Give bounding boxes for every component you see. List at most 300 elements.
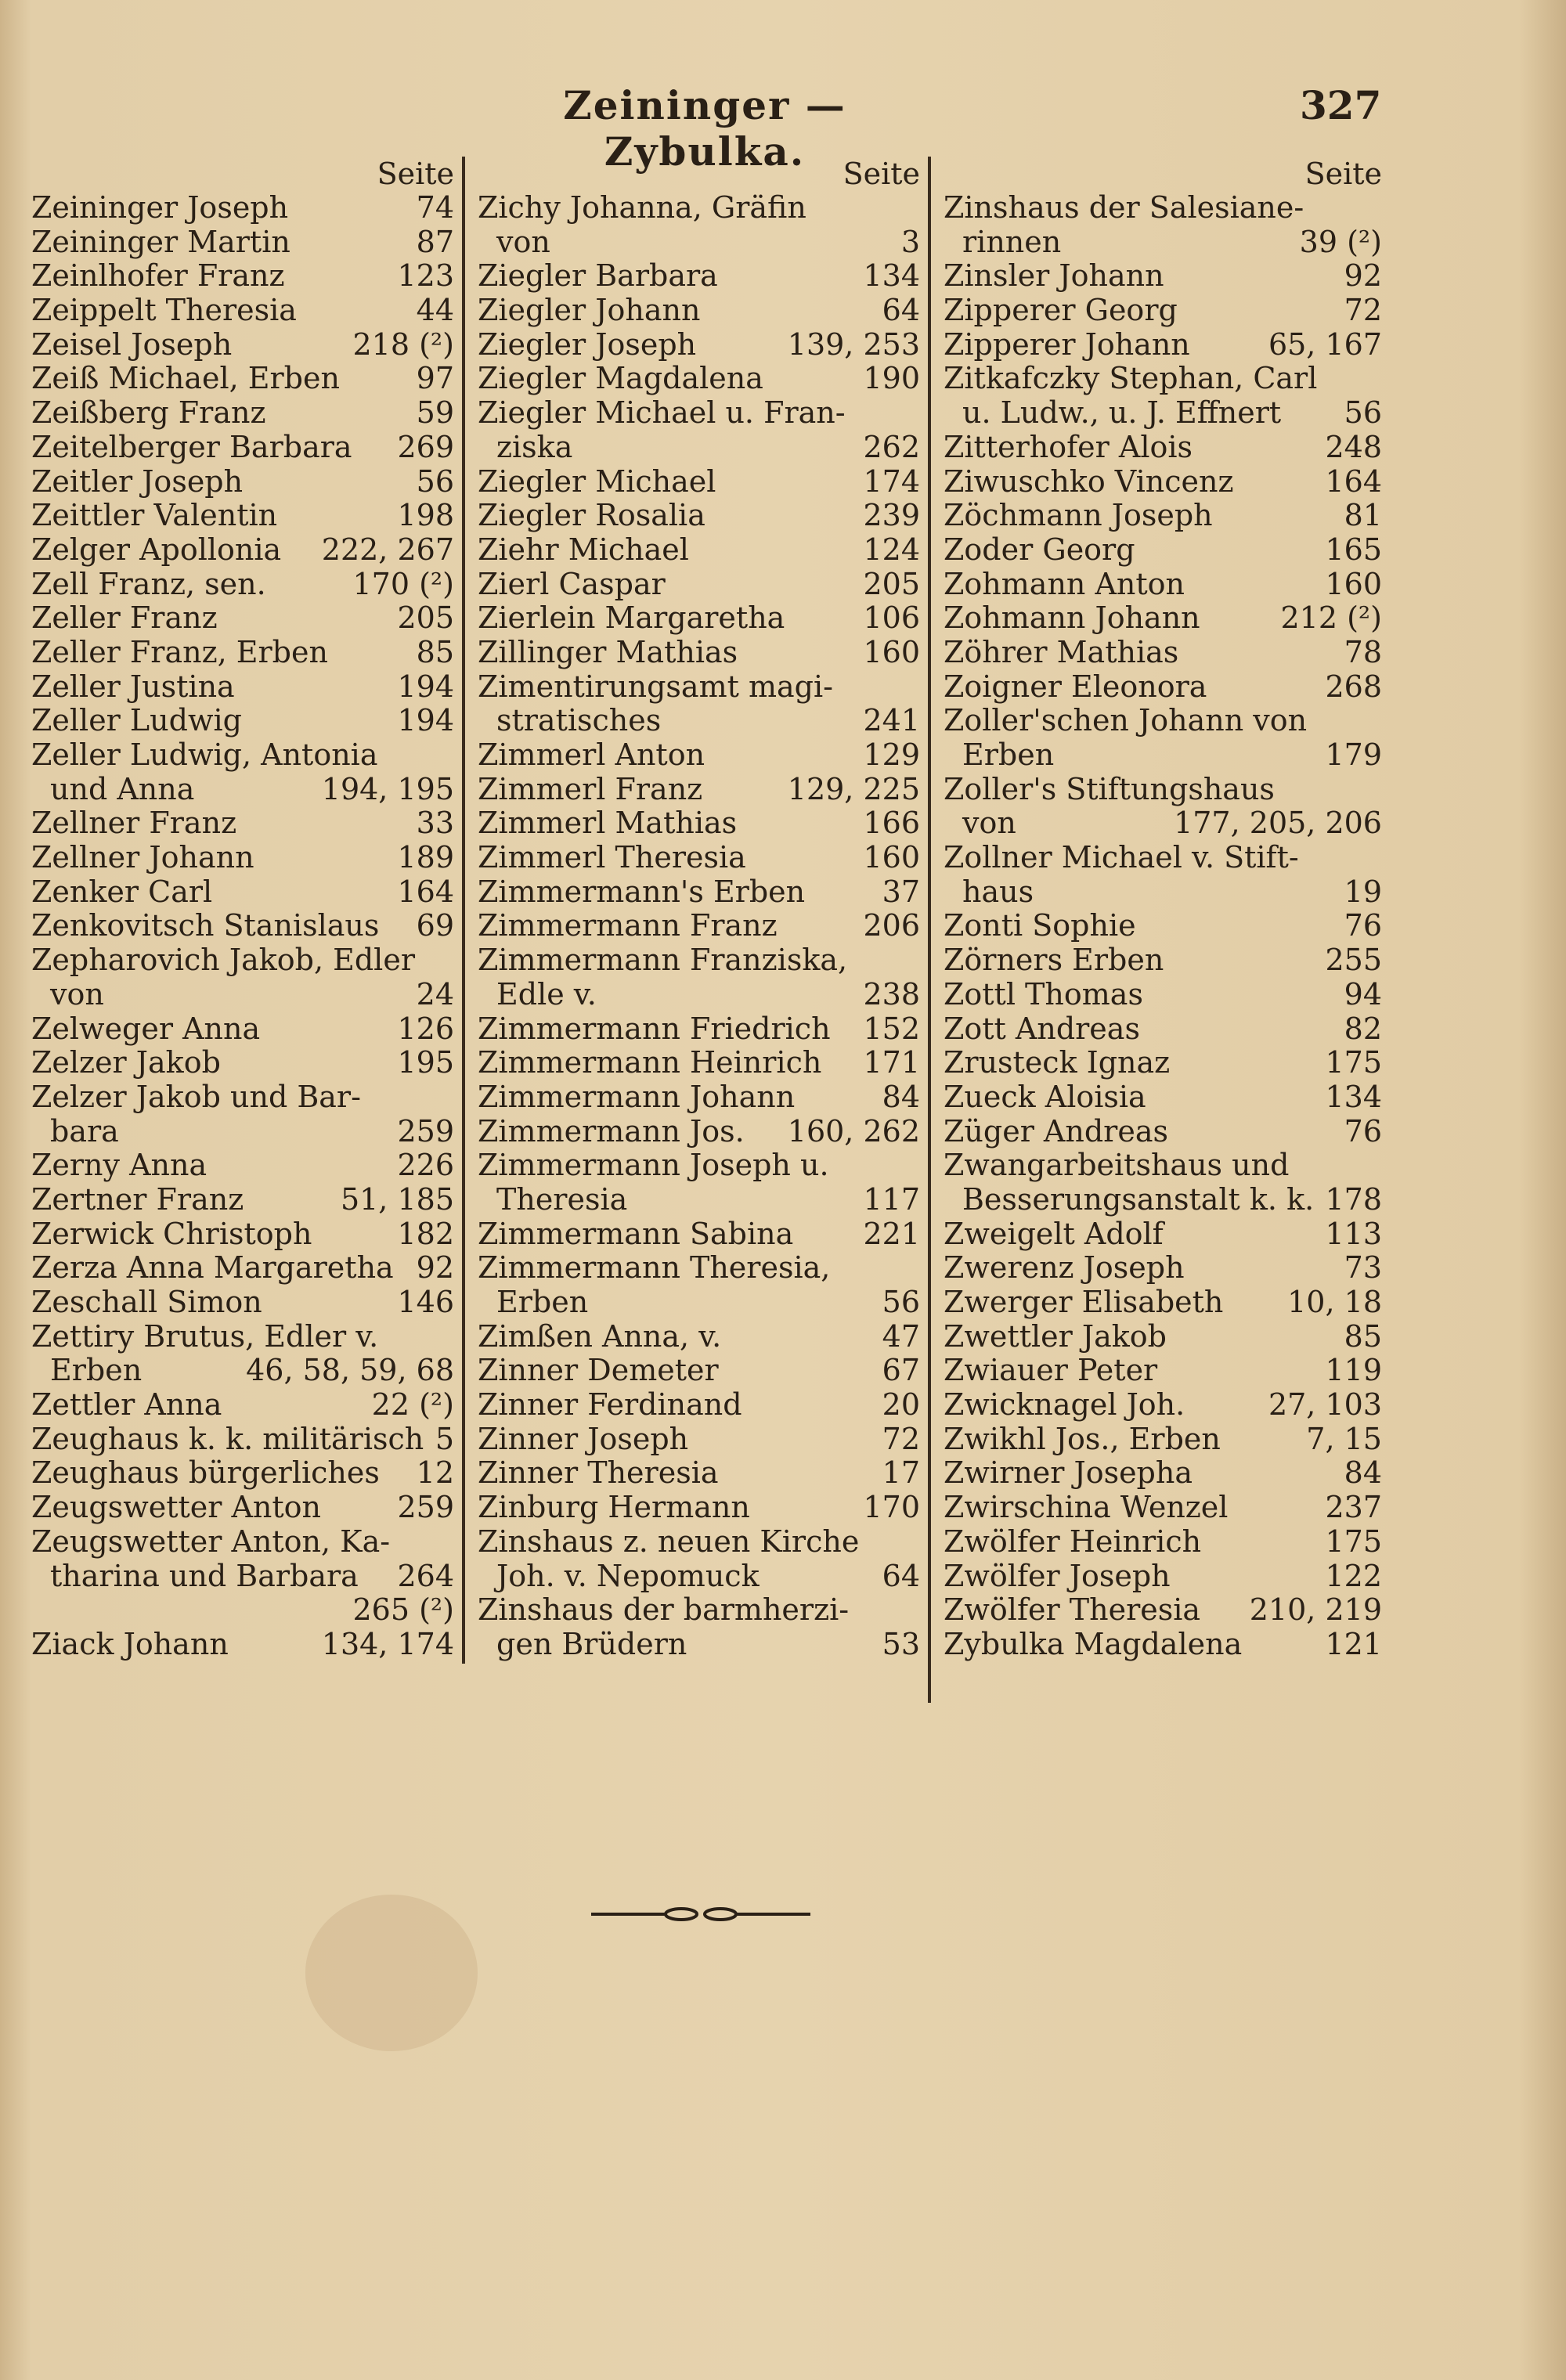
index-entry xyxy=(944,191,1382,225)
index-entry xyxy=(944,465,1382,499)
index-entry xyxy=(31,601,454,636)
index-entry xyxy=(478,1046,920,1080)
entry-name: Ziegler Rosalia xyxy=(478,498,705,533)
entry-pages: 170 (²) xyxy=(352,566,454,601)
index-entry xyxy=(478,396,920,431)
index-entry xyxy=(478,328,920,362)
entry-name: Zinner Ferdinand xyxy=(478,1387,742,1423)
index-entry xyxy=(944,1491,1382,1525)
entry-pages: 73 xyxy=(1344,1250,1382,1286)
index-entry xyxy=(478,841,920,875)
entry-pages: 264 xyxy=(397,1558,454,1593)
index-entry xyxy=(31,738,454,773)
entry-name: Zwölfer Heinrich xyxy=(944,1524,1202,1559)
seite-label: Seite xyxy=(377,157,454,191)
entry-pages: 164 xyxy=(397,874,454,909)
entry-name: Zerza Anna Margaretha xyxy=(31,1250,394,1286)
entry-name: Zott Andreas xyxy=(944,1011,1140,1046)
entry-name: Zeittler Valentin xyxy=(31,498,278,533)
index-entry xyxy=(944,1388,1382,1423)
entry-pages: 64 xyxy=(882,1558,920,1593)
seite-label: Seite xyxy=(843,157,920,191)
entry-pages: 85 xyxy=(1344,1318,1382,1354)
entry-pages: 175 xyxy=(1325,1524,1382,1559)
index-entry xyxy=(31,1286,454,1320)
entry-name: Zeschall Simon xyxy=(31,1285,262,1319)
entry-name: Zwangarbeitshaus und xyxy=(944,1148,1290,1183)
index-entry xyxy=(31,704,454,738)
entry-name: Zoller's Stiftungshaus xyxy=(944,771,1275,806)
entry-name: Zörners Erben xyxy=(944,943,1164,978)
index-entry xyxy=(944,1217,1382,1252)
index-entry xyxy=(478,943,920,978)
entry-name: Zimentirungsamt magi- xyxy=(478,669,833,704)
ornament-divider xyxy=(591,1902,810,1926)
entry-name: Zitterhofer Alois xyxy=(944,429,1193,464)
index-entry xyxy=(478,225,920,260)
entry-pages: 92 xyxy=(416,1250,454,1286)
entry-pages: 265 (²) xyxy=(352,1592,454,1628)
index-entry xyxy=(478,1388,920,1423)
index-entry xyxy=(944,841,1382,875)
index-entry xyxy=(31,841,454,875)
entry-pages: 67 xyxy=(882,1353,920,1388)
index-entry xyxy=(31,1149,454,1183)
entry-pages: 171 xyxy=(863,1045,920,1080)
entry-name: Zwiauer Peter xyxy=(944,1353,1158,1388)
entry-name: Zeitler Joseph xyxy=(31,463,244,499)
entry-pages: 56 xyxy=(1344,395,1382,431)
index-entry xyxy=(944,636,1382,670)
entry-pages: 248 xyxy=(1325,429,1382,464)
entry-name: Zueck Aloisia xyxy=(944,1079,1146,1114)
entry-name: Zimmermann Franz xyxy=(478,908,778,943)
entry-name: Zinshaus der Salesiane- xyxy=(944,190,1304,225)
entry-name: Zwirner Josepha xyxy=(944,1455,1193,1491)
index-entry xyxy=(944,1080,1382,1115)
entry-name: Zeller Ludwig, Antonia xyxy=(31,737,378,772)
index-entry xyxy=(31,259,454,294)
entry-name: Zeller Franz, Erben xyxy=(31,634,328,669)
entry-name: Edle v. xyxy=(496,976,597,1012)
entry-name: Zeugswetter Anton, Ka- xyxy=(31,1524,391,1559)
entry-name: haus xyxy=(962,874,1034,909)
index-entry xyxy=(478,191,920,225)
entry-pages: 44 xyxy=(416,293,454,328)
index-entry xyxy=(944,1354,1382,1388)
index-entry xyxy=(944,601,1382,636)
entry-pages: 78 xyxy=(1344,634,1382,669)
entry-name: Zettiry Brutus, Edler v. xyxy=(31,1318,379,1354)
index-entry xyxy=(944,1183,1382,1217)
index-entry xyxy=(31,1388,454,1423)
index-entry xyxy=(478,1456,920,1491)
entry-pages: 94 xyxy=(1344,976,1382,1012)
entry-pages: 166 xyxy=(863,806,920,841)
index-entry xyxy=(31,568,454,602)
entry-pages: 33 xyxy=(416,806,454,841)
entry-pages: 146 xyxy=(397,1285,454,1319)
entry-name: Joh. v. Nepomuck xyxy=(496,1558,760,1593)
index-entry xyxy=(944,533,1382,568)
index-entry xyxy=(944,943,1382,978)
entry-name: Zwicknagel Joh. xyxy=(944,1387,1185,1423)
index-entry xyxy=(478,431,920,465)
entry-pages: 46, 58, 59, 68 xyxy=(246,1353,454,1388)
entry-pages: 218 (²) xyxy=(352,326,454,362)
entry-pages: 113 xyxy=(1325,1216,1382,1251)
entry-name: Zeughaus k. k. militärisch xyxy=(31,1421,424,1456)
index-entry xyxy=(944,1320,1382,1354)
entry-pages: 165 xyxy=(1325,532,1382,567)
entry-name: rinnen xyxy=(962,224,1062,259)
index-entry xyxy=(478,636,920,670)
entry-pages: 65, 167 xyxy=(1268,326,1382,362)
entry-pages: 56 xyxy=(416,463,454,499)
entry-pages: 124 xyxy=(863,532,920,567)
entry-pages: 76 xyxy=(1344,1113,1382,1149)
index-entry xyxy=(478,1183,920,1217)
entry-pages: 205 xyxy=(863,566,920,601)
entry-pages: 72 xyxy=(1344,293,1382,328)
index-entry xyxy=(31,1423,454,1457)
index-entry xyxy=(31,1012,454,1047)
index-entry xyxy=(478,362,920,396)
index-entry xyxy=(478,1423,920,1457)
index-entry xyxy=(31,875,454,910)
entry-name: Zweigelt Adolf xyxy=(944,1216,1164,1251)
entry-name: Besserungsanstalt k. k. xyxy=(962,1181,1315,1217)
entry-pages: 87 xyxy=(416,224,454,259)
entry-pages: 160 xyxy=(1325,566,1382,601)
index-entry xyxy=(31,773,454,807)
index-entry xyxy=(478,1560,920,1594)
entry-name: Zeitelberger Barbara xyxy=(31,429,352,464)
entry-pages: 10, 18 xyxy=(1287,1285,1382,1319)
index-entry xyxy=(31,1628,454,1662)
index-entry xyxy=(478,1320,920,1354)
index-entry xyxy=(478,465,920,499)
entry-name: Zimmermann Friedrich xyxy=(478,1011,831,1046)
entry-pages: 212 (²) xyxy=(1280,600,1382,636)
index-entry xyxy=(31,465,454,499)
index-entry xyxy=(31,1491,454,1525)
entry-pages: 19 xyxy=(1344,874,1382,909)
entry-name: Zinner Joseph xyxy=(478,1421,689,1456)
index-entry xyxy=(478,1286,920,1320)
index-entry xyxy=(944,294,1382,328)
entry-name: Zenker Carl xyxy=(31,874,213,909)
index-entry xyxy=(478,978,920,1012)
entry-pages: 255 xyxy=(1325,943,1382,978)
index-entry xyxy=(31,1183,454,1217)
index-entry xyxy=(944,362,1382,396)
index-entry xyxy=(944,1251,1382,1286)
entry-pages: 160 xyxy=(863,634,920,669)
entry-pages: 129, 225 xyxy=(787,771,920,806)
entry-name: Zipperer Georg xyxy=(944,293,1178,328)
entry-pages: 134 xyxy=(863,258,920,294)
entry-name: Zeisel Joseph xyxy=(31,326,233,362)
entry-name: von xyxy=(50,976,104,1012)
entry-name: Zepharovich Jakob, Edler xyxy=(31,943,415,978)
entry-pages: 226 xyxy=(397,1148,454,1183)
index-entry xyxy=(944,328,1382,362)
entry-name: Ziwuschko Vincenz xyxy=(944,463,1234,499)
index-entry xyxy=(944,1046,1382,1080)
index-entry xyxy=(478,738,920,773)
entry-name: Zimmermann Sabina xyxy=(478,1216,794,1251)
entry-pages: 164 xyxy=(1325,463,1382,499)
entry-pages: 194 xyxy=(397,703,454,738)
entry-name: Zelzer Jakob xyxy=(31,1045,221,1080)
index-entry xyxy=(31,1593,454,1628)
index-entry xyxy=(31,225,454,260)
index-entry xyxy=(944,225,1382,260)
index-entry xyxy=(31,806,454,841)
seite-label: Seite xyxy=(1304,157,1382,191)
index-entry xyxy=(478,806,920,841)
index-entry xyxy=(31,431,454,465)
entry-name: Zonti Sophie xyxy=(944,908,1136,943)
entry-name: Zeippelt Theresia xyxy=(31,293,297,328)
entry-pages: 205 xyxy=(397,600,454,636)
entry-name: Zeller Justina xyxy=(31,669,235,704)
index-entry xyxy=(944,568,1382,602)
entry-pages: 222, 267 xyxy=(321,532,454,567)
entry-pages: 210, 219 xyxy=(1249,1592,1382,1628)
entry-name: Zeißberg Franz xyxy=(31,395,266,431)
entry-pages: 179 xyxy=(1325,737,1382,772)
entry-pages: 129 xyxy=(863,737,920,772)
entry-name: Zoller'schen Johann von xyxy=(944,703,1308,738)
entry-pages: 194, 195 xyxy=(321,771,454,806)
entry-pages: 39 (²) xyxy=(1299,224,1382,259)
entry-pages: 189 xyxy=(397,840,454,875)
page-number: 327 xyxy=(1300,82,1382,128)
running-title: Zeininger — Zybulka. xyxy=(563,82,846,175)
entry-pages: 121 xyxy=(1325,1626,1382,1661)
entry-pages: 194 xyxy=(397,669,454,704)
index-entry xyxy=(31,294,454,328)
entry-name: Zimmerl Theresia xyxy=(478,840,746,875)
entry-pages: 206 xyxy=(863,908,920,943)
index-entry xyxy=(478,1628,920,1662)
entry-name: Ziegler Joseph xyxy=(478,326,697,362)
entry-name: Ziegler Magdalena xyxy=(478,361,763,396)
index-entry xyxy=(478,259,920,294)
entry-name: Zwerenz Joseph xyxy=(944,1250,1185,1286)
index-entry xyxy=(478,1115,920,1149)
entry-name: Ziehr Michael xyxy=(478,532,689,567)
entry-pages: 117 xyxy=(863,1181,920,1217)
index-entry xyxy=(944,1012,1382,1047)
entry-pages: 190 xyxy=(863,361,920,396)
entry-name: Zinshaus der barmherzi- xyxy=(478,1592,850,1628)
index-entry xyxy=(944,499,1382,533)
entry-name: Zinshaus z. neuen Kirche xyxy=(478,1524,860,1559)
entry-pages: 51, 185 xyxy=(340,1181,454,1217)
entry-pages: 238 xyxy=(863,976,920,1012)
index-entry xyxy=(31,328,454,362)
entry-name: Zeughaus bürgerliches xyxy=(31,1455,380,1491)
entry-pages: 82 xyxy=(1344,1011,1382,1046)
index-entry xyxy=(31,1525,454,1560)
entry-name: bara xyxy=(50,1113,119,1149)
entry-name: Zimmerl Mathias xyxy=(478,806,738,841)
index-entry xyxy=(944,875,1382,910)
entry-pages: 134, 174 xyxy=(321,1626,454,1661)
entry-pages: 22 (²) xyxy=(371,1387,454,1423)
entry-name: Zimmermann's Erben xyxy=(478,874,806,909)
index-column-3 xyxy=(944,157,1382,1662)
index-entry xyxy=(31,1456,454,1491)
entry-name: Zimmermann Theresia, xyxy=(478,1250,831,1286)
index-entry xyxy=(944,1286,1382,1320)
entry-name: Zwikhl Jos., Erben xyxy=(944,1421,1221,1456)
entry-pages: 119 xyxy=(1325,1353,1382,1388)
entry-name: Züger Andreas xyxy=(944,1113,1168,1149)
entry-pages: 81 xyxy=(1344,498,1382,533)
column-divider xyxy=(928,157,931,1703)
index-entry xyxy=(31,499,454,533)
entry-name: Zwerger Elisabeth xyxy=(944,1285,1224,1319)
index-entry xyxy=(31,396,454,431)
entry-pages: 47 xyxy=(882,1318,920,1354)
entry-name: Zimmermann Joseph u. xyxy=(478,1148,829,1183)
entry-name: Zelzer Jakob und Bar- xyxy=(31,1079,361,1114)
entry-pages: 237 xyxy=(1325,1490,1382,1525)
index-entry xyxy=(31,1320,454,1354)
index-entry xyxy=(944,909,1382,943)
entry-name: tharina und Barbara xyxy=(50,1558,359,1593)
index-entry xyxy=(478,499,920,533)
entry-name: Erben xyxy=(50,1353,143,1388)
entry-name: Zinner Theresia xyxy=(478,1455,719,1491)
entry-pages: 178 xyxy=(1325,1181,1382,1217)
index-entry xyxy=(478,1012,920,1047)
entry-pages: 221 xyxy=(863,1216,920,1251)
entry-pages: 198 xyxy=(397,498,454,533)
entry-name: Zohmann Johann xyxy=(944,600,1200,636)
entry-name: Zybulka Magdalena xyxy=(944,1626,1243,1661)
entry-name: Zinsler Johann xyxy=(944,258,1164,294)
entry-pages: 123 xyxy=(397,258,454,294)
index-entry xyxy=(944,396,1382,431)
entry-pages: 106 xyxy=(863,600,920,636)
index-entry xyxy=(944,431,1382,465)
entry-list xyxy=(31,191,454,1662)
entry-pages: 152 xyxy=(863,1011,920,1046)
index-entry xyxy=(31,191,454,225)
entry-pages: 56 xyxy=(882,1285,920,1319)
entry-list xyxy=(944,191,1382,1662)
entry-pages: 259 xyxy=(397,1490,454,1525)
index-entry xyxy=(478,1491,920,1525)
entry-name: Zell Franz, sen. xyxy=(31,566,266,601)
entry-name: Zöchmann Joseph xyxy=(944,498,1213,533)
index-entry xyxy=(944,1423,1382,1457)
entry-name: Zimmermann Johann xyxy=(478,1079,796,1114)
entry-name: Zerwick Christoph xyxy=(31,1216,312,1251)
entry-name: Zimmermann Franziska, xyxy=(478,943,848,978)
entry-pages: 269 xyxy=(397,429,454,464)
entry-pages: 262 xyxy=(863,429,920,464)
entry-name: und Anna xyxy=(50,771,195,806)
entry-name: Zöhrer Mathias xyxy=(944,634,1179,669)
entry-pages: 139, 253 xyxy=(787,326,920,362)
entry-name: Zellner Johann xyxy=(31,840,254,875)
entry-pages: 84 xyxy=(882,1079,920,1114)
entry-pages: 24 xyxy=(416,976,454,1012)
index-entry xyxy=(31,533,454,568)
entry-name: Erben xyxy=(962,737,1055,772)
entry-name: Zwölfer Theresia xyxy=(944,1592,1201,1628)
entry-pages: 259 xyxy=(397,1113,454,1149)
entry-pages: 20 xyxy=(882,1387,920,1423)
entry-pages: 122 xyxy=(1325,1558,1382,1593)
entry-name: gen Brüdern xyxy=(496,1626,687,1661)
index-entry xyxy=(31,978,454,1012)
entry-name: Zoder Georg xyxy=(944,532,1135,567)
index-entry xyxy=(944,1525,1382,1560)
entry-name: Zimßen Anna, v. xyxy=(478,1318,722,1354)
entry-pages: 134 xyxy=(1325,1079,1382,1114)
index-entry xyxy=(31,1251,454,1286)
entry-name: Zitkafczky Stephan, Carl xyxy=(944,361,1318,396)
index-entry xyxy=(31,1560,454,1594)
entry-name: Zierl Caspar xyxy=(478,566,666,601)
index-entry xyxy=(478,601,920,636)
index-entry xyxy=(944,1456,1382,1491)
entry-name: Zerny Anna xyxy=(31,1148,207,1183)
entry-pages: 239 xyxy=(863,498,920,533)
entry-pages: 12 xyxy=(416,1455,454,1491)
index-entry xyxy=(478,909,920,943)
entry-name: Zertner Franz xyxy=(31,1181,244,1217)
index-entry xyxy=(31,1115,454,1149)
index-entry xyxy=(478,533,920,568)
entry-pages: 72 xyxy=(882,1421,920,1456)
entry-name: Zipperer Johann xyxy=(944,326,1190,362)
entry-pages: 175 xyxy=(1325,1045,1382,1080)
index-entry xyxy=(31,1354,454,1388)
entry-name: Zinner Demeter xyxy=(478,1353,719,1388)
index-entry xyxy=(31,362,454,396)
entry-name: Zoigner Eleonora xyxy=(944,669,1207,704)
index-entry xyxy=(31,636,454,670)
index-entry xyxy=(478,1593,920,1628)
index-entry xyxy=(478,704,920,738)
entry-name: Zeller Ludwig xyxy=(31,703,242,738)
entry-name: Theresia xyxy=(496,1181,628,1217)
entry-pages: 3 xyxy=(900,224,920,259)
index-entry xyxy=(478,1217,920,1252)
entry-name: stratisches xyxy=(496,703,662,738)
entry-name: Zeinlhofer Franz xyxy=(31,258,285,294)
index-entry xyxy=(944,670,1382,705)
entry-pages: 241 xyxy=(863,703,920,738)
entry-name: Ziegler Johann xyxy=(478,293,701,328)
index-entry xyxy=(31,1080,454,1115)
index-entry xyxy=(944,978,1382,1012)
index-entry xyxy=(31,943,454,978)
entry-name: Zohmann Anton xyxy=(944,566,1185,601)
entry-name: Zettler Anna xyxy=(31,1387,222,1423)
index-entry xyxy=(944,704,1382,738)
entry-name: Zenkovitsch Stanislaus xyxy=(31,908,380,943)
index-entry xyxy=(478,1251,920,1286)
